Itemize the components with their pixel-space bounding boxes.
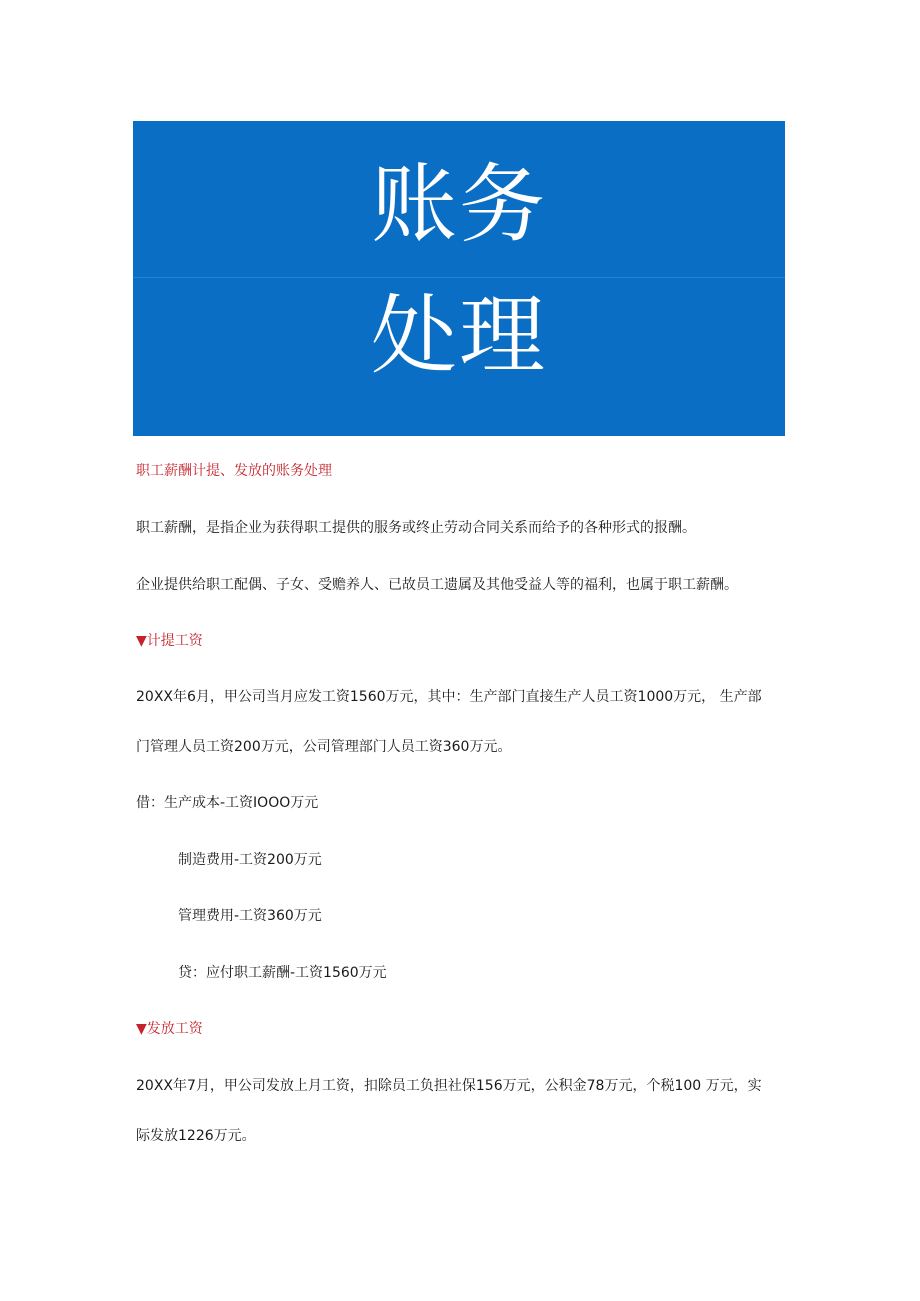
paragraph-scope: 企业提供给职工配偶、子女、受赡养人、已故员工遗属及其他受益人等的福利，也属于职工薪酬。 <box>136 577 738 593</box>
section-heading-accrual: ▼计提工资 <box>136 633 203 649</box>
journal-entry-debit: 借：生产成本-工资IOOO万元 <box>136 795 319 811</box>
paragraph-definition: 职工薪酬，是指企业为获得职工提供的服务或终止劳动合同关系而给予的各种形式的报酬。 <box>136 520 696 536</box>
banner-divider <box>133 277 785 278</box>
journal-entry-manufacturing: 制造费用-工资200万元 <box>178 852 322 868</box>
journal-entry-administrative: 管理费用-工资360万元 <box>178 908 322 924</box>
payment-example-line-2: 际发放1226万元。 <box>136 1128 256 1144</box>
payment-example-line-1: 20XX年7月，甲公司发放上月工资，扣除员工负担社保156万元，公积金78万元，个税100 万元，实 <box>136 1078 762 1094</box>
banner-title-line-2: 处理 <box>371 286 547 386</box>
journal-entry-credit: 贷：应付职工薪酬-工资1560万元 <box>178 965 387 981</box>
section-heading-payment: ▼发放工资 <box>136 1021 203 1037</box>
document-title: 职工薪酬计提、发放的账务处理 <box>136 463 332 479</box>
accrual-example-line-2: 门管理人员工资200万元，公司管理部门人员工资360万元。 <box>136 739 512 755</box>
accrual-example-line-1: 20XX年6月，甲公司当月应发工资1560万元，其中：生产部门直接生产人员工资1000万元， 生产部 <box>136 689 762 705</box>
banner-title-line-1: 账务 <box>371 155 547 255</box>
